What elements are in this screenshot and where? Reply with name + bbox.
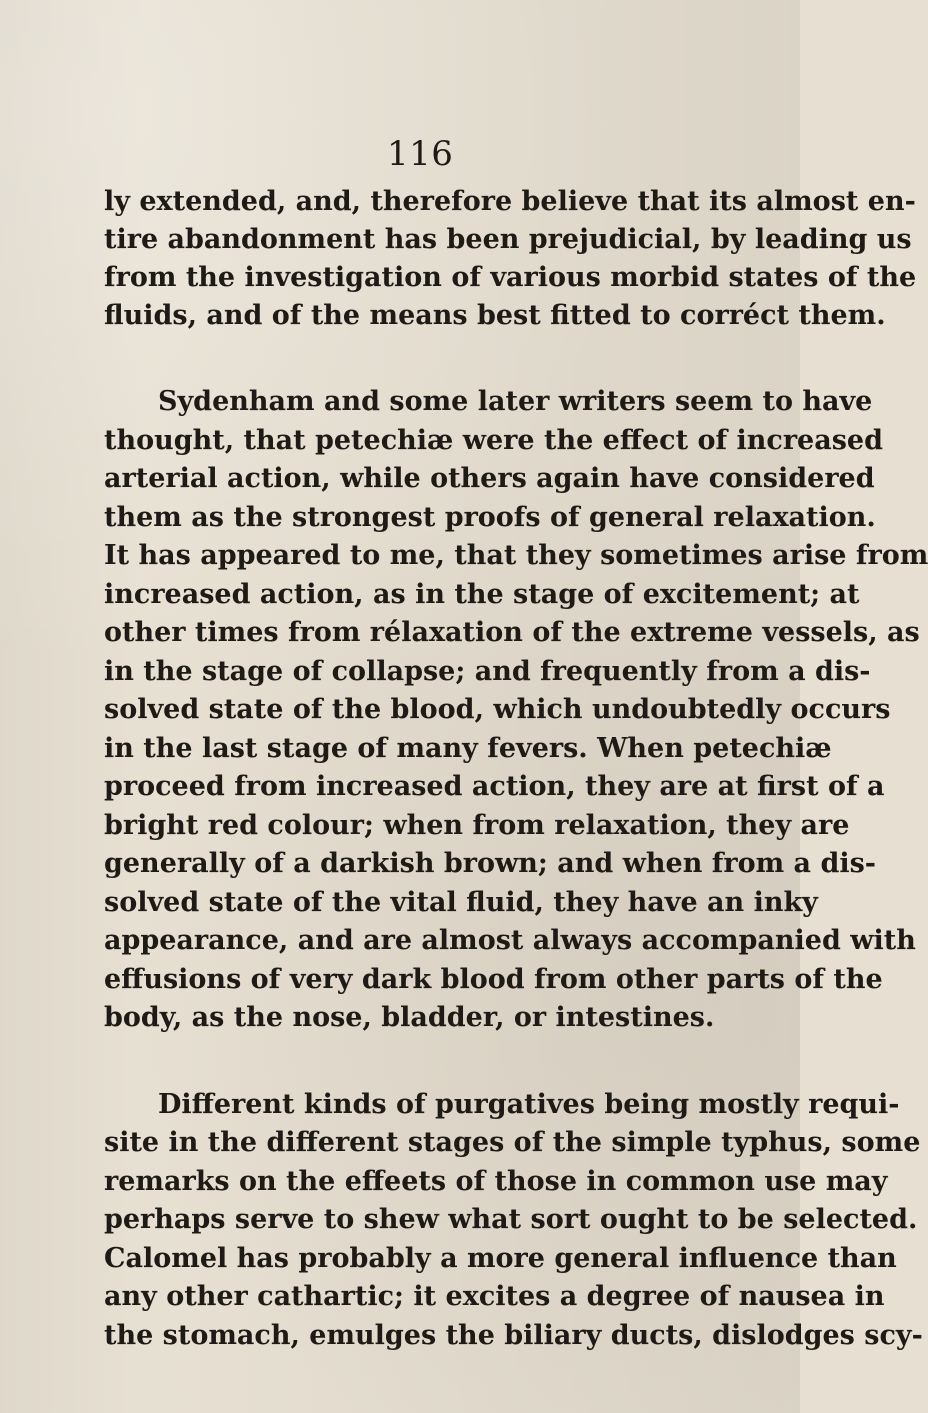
text-line: them as the strongest proofs of general relaxation. [104, 502, 876, 533]
text-line: effusions of very dark blood from other parts of the [104, 964, 883, 995]
text-line: bright red colour; when from relaxation, they are [104, 810, 850, 841]
page-number: 116 [387, 134, 454, 174]
text-line: from the investigation of various morbid states of the [104, 262, 917, 293]
text-line: thought, that petechiæ were the effect of increased [104, 425, 883, 456]
text-line: ly extended, and, therefore believe that its almost en- [104, 186, 916, 217]
text-line: site in the different stages of the simple typhus, some [104, 1127, 921, 1158]
text-line: other times from rélaxation of the extreme vessels, as [104, 617, 920, 648]
text-line: increased action, as in the stage of excitement; at [104, 579, 860, 610]
text-line: Sydenham and some later writers seem to have [158, 386, 873, 417]
text-line: body, as the nose, bladder, or intestines. [104, 1002, 715, 1033]
text-line: in the last stage of many fevers. When petechiæ [104, 733, 832, 764]
text-line: appearance, and are almost always accompanied with [104, 925, 916, 956]
text-line: perhaps serve to shew what sort ought to be selected. [104, 1204, 918, 1235]
text-line: It has appeared to me, that they sometimes arise from [104, 540, 928, 571]
text-line: the stomach, emulges the biliary ducts, dislodges scy- [104, 1320, 923, 1351]
text-line: in the stage of collapse; and frequently from a dis- [104, 656, 871, 687]
text-line: Calomel has probably a more general influence than [104, 1243, 897, 1274]
text-line: tire abandonment has been prejudicial, by leading us [104, 224, 912, 255]
text-line: Different kinds of purgatives being mostly requi- [158, 1089, 900, 1120]
text-line: generally of a darkish brown; and when from a dis- [104, 848, 876, 879]
text-line: remarks on the effeets of those in common use may [104, 1166, 888, 1197]
text-line: fluids, and of the means best fitted to corréct them. [104, 300, 886, 331]
text-line: solved state of the vital fluid, they have an inky [104, 887, 818, 918]
text-line: arterial action, while others again have considered [104, 463, 875, 494]
text-line: solved state of the blood, which undoubtedly occurs [104, 694, 891, 725]
text-line: proceed from increased action, they are at first of a [104, 771, 885, 802]
text-line: any other cathartic; it excites a degree of nausea in [104, 1281, 885, 1312]
